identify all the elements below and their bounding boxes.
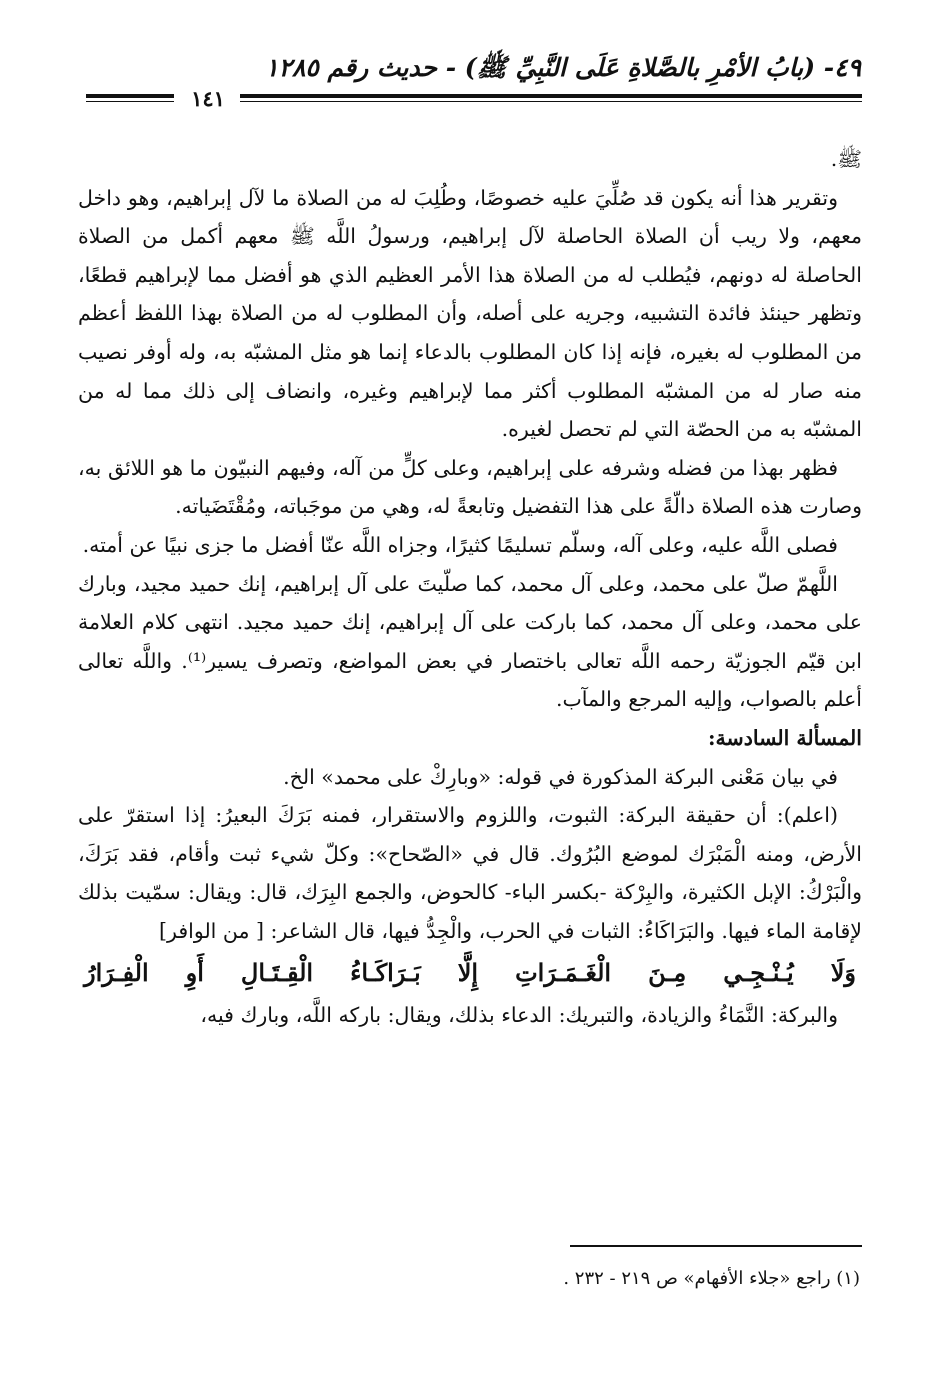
page-number: ١٤١ <box>191 86 225 111</box>
section-heading: المسألة السادسة: <box>707 725 862 750</box>
body-text <box>78 140 862 1035</box>
paragraph-continuation: ﷺ. <box>830 147 862 171</box>
paragraph: فصلى اللَّه عليه، وعلى آله، وسلّم تسليمًا كثيرًا، وجزاه اللَّه عنّا أفضل ما جزى نبيًا عن أمته. <box>82 532 838 557</box>
page-header <box>85 52 861 112</box>
paragraph: (اعلم): أن حقيقة البركة: الثبوت، واللزوم والاستقرار، فمنه بَرَكَ البعيرُ: إذا استقرّ على الأرض، ومنه الْمَبْرَك لموضع البُرُوك. قال في «الصّحاح»: وكلّ شيء ثبت وأقام، فقد بَرَكَ، والْبَرْكُ: الإبل الكثيرة، والبِرْكة -بكسر الباء- كالحوض، والجمع البِرَك، قال: ويقال: سمّيت بذلك لإقامة الماء فيها. والبَرَاكَاءُ: الثبات في الحرب، والْجِدُّ فيها، قال الشاعر: [ من الوافر] <box>78 803 862 943</box>
chapter-title: ٤٩- (بابُ الأمْرِ بالصَّلاةِ عَلَى النَّبِيِّ ﷺ) - حديث رقم ١٢٨٥ <box>265 53 861 82</box>
header-rule-right-thick <box>240 94 862 98</box>
poetry-verse: وَلَا يُـنْـجِـي مِـنَ الْغَـمَـرَاتِ إِلَّا بَـرَاكَـاءُ الْقِـتَـالِ أَوِ الْفِـرَارُ <box>84 958 856 988</box>
header-rule-left-thin <box>86 101 174 102</box>
paragraph: في بيان مَعْنى البركة المذكورة في قوله: «وبارِكْ على محمد» الخ. <box>283 764 838 789</box>
paragraph: فظهر بهذا من فضله وشرفه على إبراهيم، وعلى كلٍّ من آله، وفيهم النبيّون ما هو اللائق به، وصارت هذه الصلاة دالّةً على هذا التفضيل وتابعةً له، وهي من موجَباته، ومُقْتَضَياته. <box>78 455 862 519</box>
header-rule-right-thin <box>240 101 862 102</box>
footnote: (١) راجع «جلاء الأفهام» ص ٢١٩ - ٢٣٢ . <box>563 1268 860 1289</box>
header-rule-left-thick <box>86 94 174 98</box>
paragraph: وتقرير هذا أنه يكون قد صُلِّيَ عليه خصوصًا، وطُلِبَ له من الصلاة ما لآل إبراهيم، وهو داخل معهم، ولا ريب أن الصلاة الحاصلة لآل إبراهيم، ورسولُ اللَّه ﷺ معهم أكمل من الصلاة الحاصلة له دونهم، فيُطلب له من الصلاة هذا الأمر العظيم الذي هو أفضل مما لإبراهيم قطعًا، وتظهر حينئذ فائدة التشبيه، وجريه على أصله، وأن المطلوب له من الصلاة بهذا اللفظ أعظم من المطلوب له بغيره، فإنه إذا كان المطلوب بالدعاء إنما هو مثل المشبّه به، وله أوفر نصيب منه صار له من المشبّه المطلوب أكثر مما لإبراهيم وغيره، وانضاف إلى ذلك مما له من المشبّه به من الحصّة التي لم تحصل لغيره. <box>78 185 862 442</box>
footnote-separator <box>570 1245 862 1247</box>
paragraph: اللَّهمّ صلّ على محمد، وعلى آل محمد، كما صلّيتَ على آل إبراهيم، إنك حميد مجيد، وبارك على محمد، وعلى آل محمد، كما باركت على آل إبراهيم، إنك حميد مجيد. انتهى كلام العلامة ابن قيّم الجوزيّة رحمه اللَّه تعالى باختصار في بعض المواضع، وتصرف يسير⁽¹⁾. واللَّه تعالى أعلم بالصواب، وإليه المرجع والمآب. <box>78 571 862 712</box>
paragraph: والبركة: النَّمَاءُ والزيادة، والتبريك: الدعاء بذلك، ويقال: باركه اللَّه، وبارك فيه، <box>200 1003 838 1028</box>
